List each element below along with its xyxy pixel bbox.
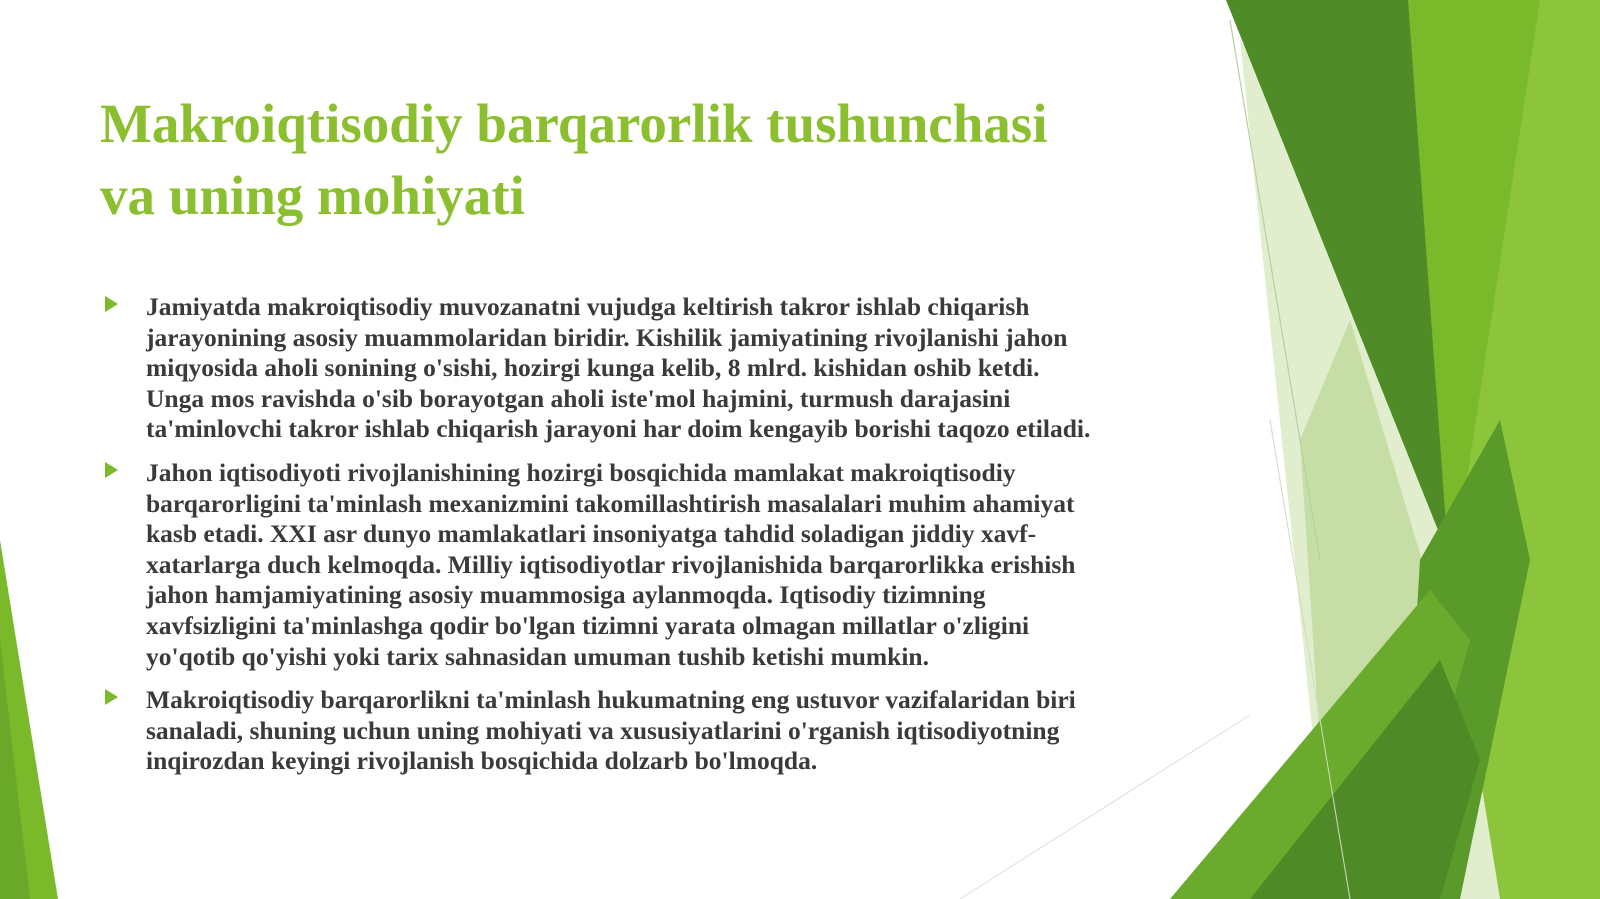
slide-title-text: Makroiqtisodiy barqarorlik tushunchasi va uning mohiyati [100,93,1048,226]
triangle-bullet-icon [105,462,118,478]
bullet-item [100,292,1210,445]
triangle-bullet-icon [105,296,118,312]
slide-title [100,88,1200,232]
bullet-list [100,292,1210,790]
bullet-text: Makroiqtisodiy barqarorlikni ta'minlash hukumatning eng ustuvor vazifalaridan biri sanaladi, shuning uchun uning mohiyati va xususiyatlarini o'rganish iqtisodiyotning inqirozdan keyingi rivojlanish bosqichida dolzarb bo'lmoqda. [146,685,1076,776]
bullet-text: Jamiyatda makroiqtisodiy muvozanatni vujudga keltirish takror ishlab chiqarish jarayonining asosiy muammolaridan biridir. Kishilik jamiyatining rivojlanishi jahon miqyosida aholi sonining o'sishi, hozirgi kunga kelib, 8 mlrd. kishidan oshib ketdi. Unga mos ravishda o'sib borayotgan aholi iste'mol hajmini, turmush darajasini ta'minlovchi takror ishlab chiqarish jarayoni har doim kengayib borishi taqozo etiladi. [146,292,1091,444]
bullet-item [100,685,1210,777]
triangle-bullet-icon [105,689,118,705]
bullet-item [100,458,1210,672]
bullet-text: Jahon iqtisodiyoti rivojlanishining hozirgi bosqichida mamlakat makroiqtisodiy barqarorligini ta'minlash mexanizmini takomillashtirish masalalari muhim ahamiyat kasb etadi. XXI asr dunyo mamlakatlari insoniyatga tahdid soladigan jiddiy xavf- xatarlarga duch kelmoqda. Milliy iqtisodiyotlar rivojlanishida barqarorlikka erishish jahon hamjamiyatining asosiy muammosiga aylanmoqda. Iqtisodiy tizimning xavfsizligini ta'minlashga qodir bo'lgan tizimni yarata olmagan millatlar o'zligini yo'qotib qo'yishi yoki tarix sahnasidan umuman tushib ketishi mumkin. [146,457,1076,671]
